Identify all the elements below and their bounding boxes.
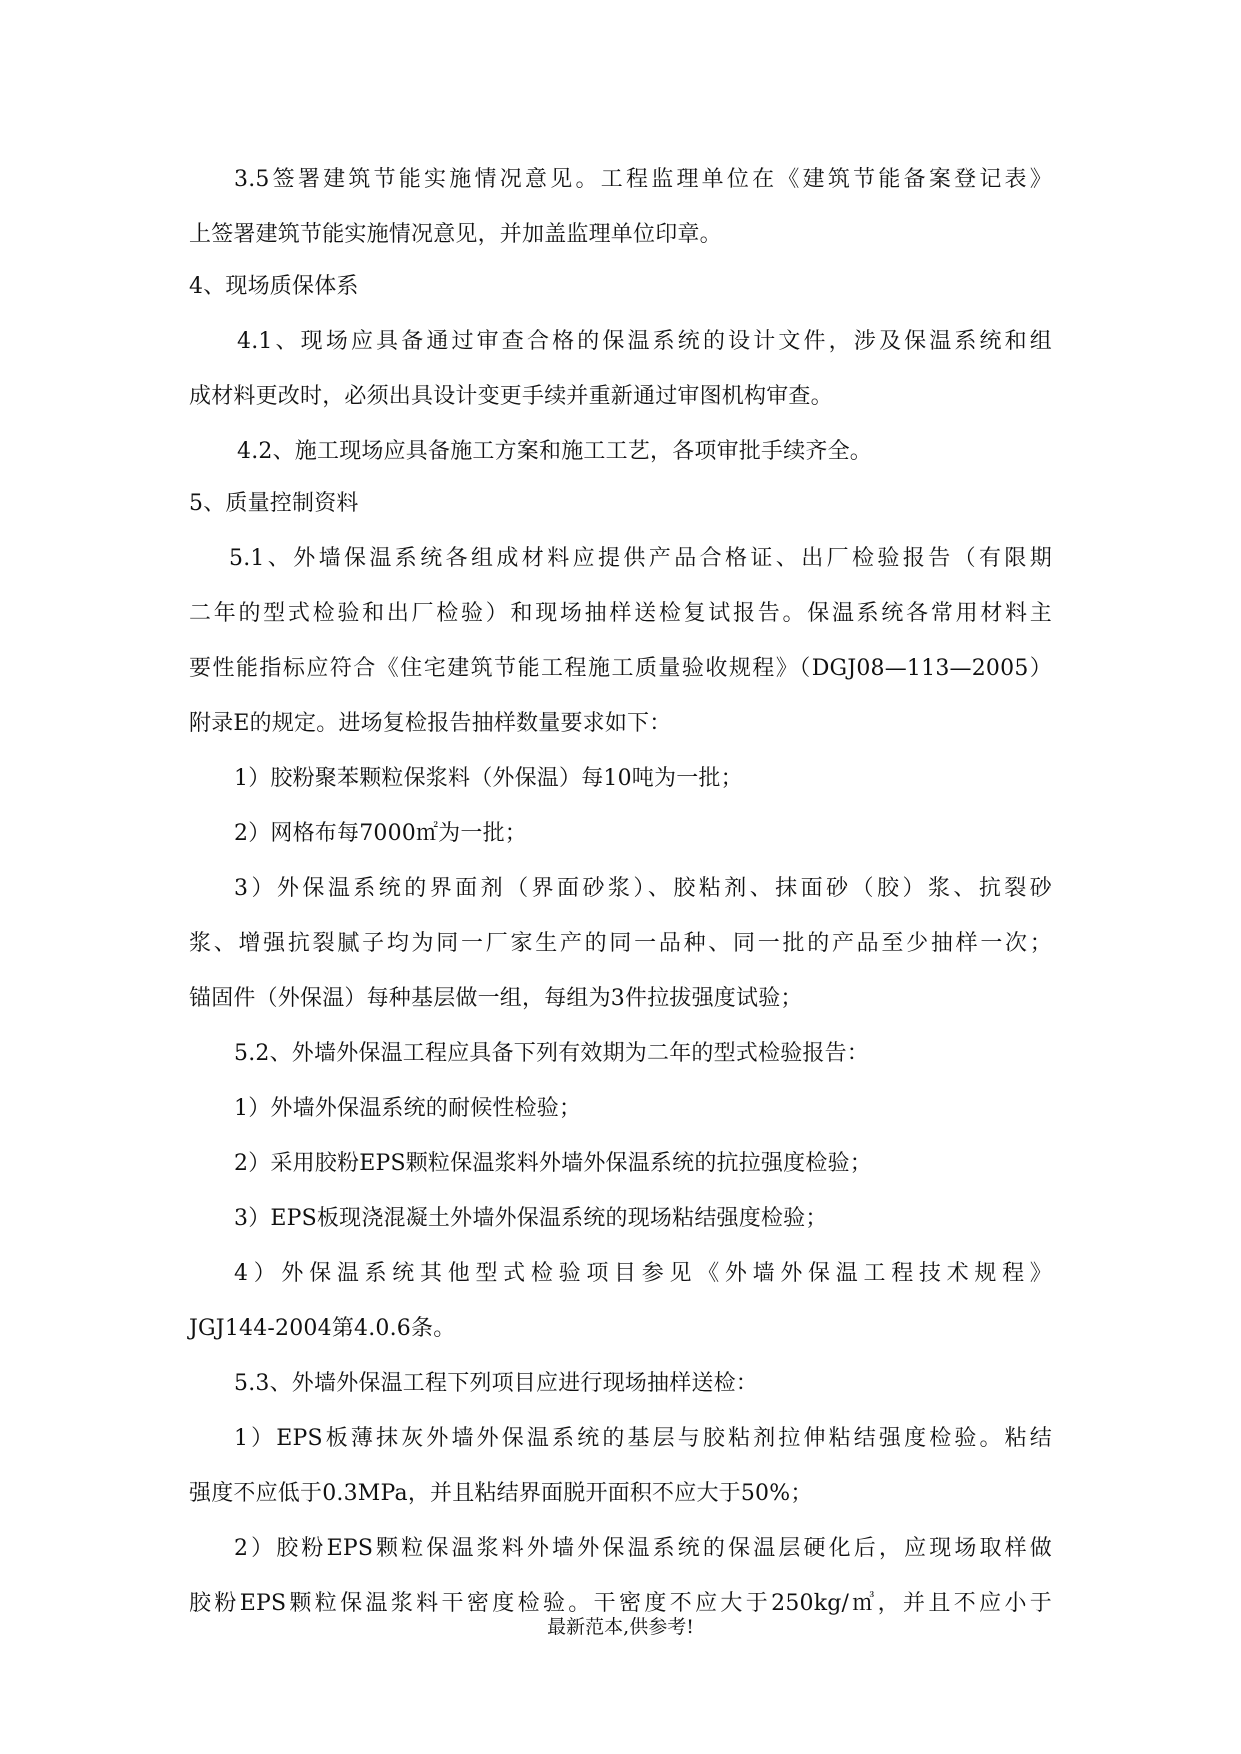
list-item-2-batch: 2）网格布每7000㎡为一批；	[234, 821, 527, 846]
list-item-1-batch: 1）胶粉聚苯颗粒保浆料（外保温）每10吨为一批；	[234, 766, 743, 791]
section-heading-5: 5、质量控制资料	[189, 491, 359, 516]
list-item-2-sampling-line-2: 胶粉EPS颗粒保温浆料干密度检验。干密度不应大于250kg/㎥，并且不应小于	[189, 1591, 1052, 1616]
list-item-4-report-line-1: 4）外保温系统其他型式检验项目参见《外墙外保温工程技术规程》	[234, 1261, 1052, 1286]
paragraph-5-1-line-4: 附录E的规定。进场复检报告抽样数量要求如下：	[189, 711, 672, 736]
list-item-3-batch-line-1: 3）外保温系统的界面剂（界面砂浆）、胶粘剂、抹面砂（胶）浆、抗裂砂	[234, 876, 1052, 901]
paragraph-5-3: 5.3、外墙外保温工程下列项目应进行现场抽样送检：	[234, 1371, 758, 1396]
section-heading-4: 4、现场质保体系	[189, 274, 359, 299]
paragraph-3-5-line-1: 3.5签署建筑节能实施情况意见。工程监理单位在《建筑节能备案登记表》	[234, 167, 1052, 192]
list-item-1-sampling-line-1: 1）EPS板薄抹灰外墙外保温系统的基层与胶粘剂拉伸粘结强度检验。粘结	[234, 1426, 1052, 1451]
paragraph-5-2: 5.2、外墙外保温工程应具备下列有效期为二年的型式检验报告：	[234, 1041, 869, 1066]
list-item-4-report-line-2: JGJ144-2004第4.0.6条。	[189, 1316, 456, 1341]
list-item-3-batch-line-3: 锚固件（外保温）每种基层做一组，每组为3件拉拔强度试验；	[189, 986, 803, 1011]
paragraph-5-1-line-1: 5.1、外墙保温系统各组成材料应提供产品合格证、出厂检验报告（有限期	[229, 546, 1052, 571]
list-item-3-batch-line-2: 浆、增强抗裂腻子均为同一厂家生产的同一品种、同一批的产品至少抽样一次；	[189, 931, 1052, 956]
paragraph-5-1-line-2: 二年的型式检验和出厂检验）和现场抽样送检复试报告。保温系统各常用材料主	[189, 601, 1052, 626]
paragraph-4-1-line-2: 成材料更改时，必须出具设计变更手续并重新通过审图机构审查。	[189, 384, 833, 409]
paragraph-4-2: 4.2、施工现场应具备施工方案和施工工艺，各项审批手续齐全。	[237, 439, 872, 464]
list-item-3-report: 3）EPS板现浇混凝土外墙外保温系统的现场粘结强度检验；	[234, 1206, 828, 1231]
page-footer: 最新范本,供参考!	[547, 1616, 694, 1638]
list-item-1-sampling-line-2: 强度不应低于0.3MPa，并且粘结界面脱开面积不应大于50%；	[189, 1481, 813, 1506]
paragraph-4-1-line-1: 4.1、现场应具备通过审查合格的保温系统的设计文件，涉及保温系统和组	[237, 329, 1052, 354]
list-item-2-report: 2）采用胶粉EPS颗粒保温浆料外墙外保温系统的抗拉强度检验；	[234, 1151, 872, 1176]
paragraph-5-1-line-3: 要性能指标应符合《住宅建筑节能工程施工质量验收规程》（DGJ08—113—2005）	[189, 656, 1052, 681]
list-item-2-sampling-line-1: 2）胶粉EPS颗粒保温浆料外墙外保温系统的保温层硬化后，应现场取样做	[234, 1536, 1052, 1561]
list-item-1-report: 1）外墙外保温系统的耐候性检验；	[234, 1096, 582, 1121]
paragraph-3-5-line-2: 上签署建筑节能实施情况意见，并加盖监理单位印章。	[189, 222, 722, 247]
